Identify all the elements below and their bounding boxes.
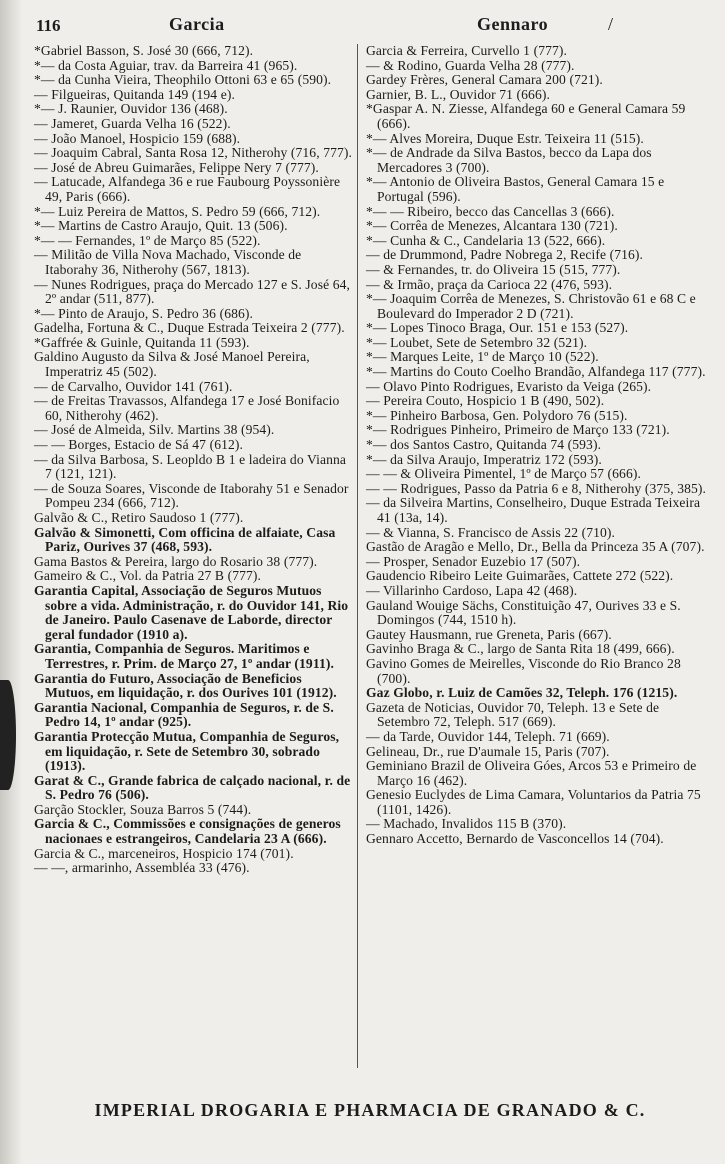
directory-entry: — Olavo Pinto Rodrigues, Evaristo da Veiga (265). <box>366 378 652 394</box>
directory-entry: — de Drummond, Padre Nobrega 2, Recife (716). <box>366 247 644 263</box>
directory-entry: Gama Bastos & Pereira, largo do Rosario 38 (777). <box>34 553 318 569</box>
directory-entry: — de Carvalho, Ouvidor 141 (761). <box>34 378 233 394</box>
directory-entry: — Jameret, Guarda Velha 16 (522). <box>34 115 231 131</box>
directory-entry: — Machado, Invalidos 115 B (370). <box>366 816 567 832</box>
directory-entry: *— Luiz Pereira de Mattos, S. Pedro 59 (666, 712). <box>34 203 321 219</box>
directory-entry: *— da Costa Aguiar, trav. da Barreira 41 (965). <box>34 57 298 73</box>
directory-entry: — Militão de Villa Nova Machado, Visconde de Itaborahy 36, Nitherohy (567, 1813). <box>34 247 302 277</box>
directory-entry: Gavinho Braga & C., largo de Santa Rita 18 (499, 666). <box>366 641 675 657</box>
directory-entry: — & Irmão, praça da Carioca 22 (476, 593). <box>366 276 613 292</box>
page-number: 116 <box>36 16 61 35</box>
directory-entry: — Latucade, Alfandega 36 e rue Faubourg Poyssonière 49, Paris (666). <box>34 174 341 204</box>
footer-advert: IMPERIAL DROGARIA E PHARMACIA DE GRANADO & C. <box>94 1100 646 1120</box>
directory-entry: Garantia Nacional, Companhia de Seguros, r. de S. Pedro 14, 1º andar (925). <box>34 699 334 730</box>
directory-entry: Gautey Hausmann, rue Greneta, Paris (667). <box>366 626 612 642</box>
directory-entry: — — Borges, Estacio de Sá 47 (612). <box>34 437 244 453</box>
directory-entry: *— Cunha & C., Candelaria 13 (522, 666). <box>366 232 606 248</box>
directory-entry: Gastão de Aragão e Mello, Dr., Bella da Princeza 35 A (707). <box>366 539 705 555</box>
directory-entry: — da Silva Barbosa, S. Leopldo B 1 e ladeira do Vianna 7 (121, 121). <box>34 451 347 482</box>
page-edge-shadow <box>0 0 22 1164</box>
directory-entry: Gameiro & C., Vol. da Patria 27 B (777). <box>34 568 262 584</box>
directory-entry: — & Fernandes, tr. do Oliveira 15 (515, 777). <box>366 261 621 277</box>
directory-entry: *— da Silva Araujo, Imperatriz 172 (593). <box>366 451 602 467</box>
directory-entry: Gaz Globo, r. Luiz de Camões 32, Teleph. 176 (1215). <box>366 685 678 701</box>
directory-entry: *— de Andrade da Silva Bastos, becco da Lapa dos Mercadores 3 (700). <box>366 145 652 175</box>
directory-entry: Garantia do Futuro, Associação de Beneficios Mutuos, em liquidação, r. dos Ourives 101 (1912). <box>34 670 337 701</box>
directory-entry: — — & Oliveira Pimentel, 1º de Março 57 (666). <box>366 466 641 482</box>
directory-entry: — José de Abreu Guimarães, Felippe Nery 7 (777). <box>34 159 319 175</box>
directory-entry: — — Rodrigues, Passo da Patria 6 e 8, Nitherohy (375, 385). <box>366 480 707 496</box>
directory-entry: *Gabriel Basson, S. José 30 (666, 712). <box>34 43 254 58</box>
directory-entry: Garcia & C., Commissões e consignações de generos nacionaes e estrangeiros, Candelaria 23 A (666). <box>34 816 341 847</box>
page-header <box>36 14 701 38</box>
directory-entry: *— Alves Moreira, Duque Estr. Teixeira 11 (515). <box>366 130 644 146</box>
directory-entry: *— J. Raunier, Ouvidor 136 (468). <box>34 101 228 117</box>
directory-entry: — José de Almeida, Silv. Martins 38 (954). <box>34 422 275 438</box>
directory-entry: — da Tarde, Ouvidor 144, Teleph. 71 (669). <box>366 728 610 744</box>
directory-entry: Gardey Frères, General Camara 200 (721). <box>366 72 603 88</box>
directory-entry: — João Manoel, Hospicio 159 (688). <box>34 130 241 146</box>
directory-entry: — Villarinho Cardoso, Lapa 42 (468). <box>366 582 578 598</box>
directory-entry: Galvão & C., Retiro Saudoso 1 (777). <box>34 510 244 525</box>
directory-entry: Geminiano Brazil de Oliveira Góes, Arcos 53 e Primeiro de Março 16 (462). <box>366 758 697 788</box>
binding-blot <box>0 680 16 790</box>
directory-entry: Galdino Augusto da Silva & José Manoel Pereira, Imperatriz 45 (502). <box>34 349 310 380</box>
directory-entry: Garcia & C., marceneiros, Hospicio 174 (701). <box>34 845 294 861</box>
directory-entry: *— Martins do Couto Coelho Brandão, Alfandega 117 (777). <box>366 364 706 380</box>
directory-entry: *— Pinto de Araujo, S. Pedro 36 (686). <box>34 305 254 321</box>
directory-entry: — Joaquim Cabral, Santa Rosa 12, Nitherohy (716, 777). <box>34 145 353 161</box>
header-left-title: Garcia <box>169 14 225 34</box>
directory-entry: — & Vianna, S. Francisco de Assis 22 (710). <box>366 524 616 540</box>
directory-entry: — Nunes Rodrigues, praça do Mercado 127 e S. José 64, 2º andar (511, 877). <box>34 276 351 307</box>
directory-entry: *— Pinheiro Barbosa, Gen. Polydoro 76 (515). <box>366 407 628 423</box>
directory-entry: *— Marques Leite, 1º de Março 10 (522). <box>366 349 599 365</box>
directory-entry: *— Rodrigues Pinheiro, Primeiro de Março 133 (721). <box>366 422 670 438</box>
directory-entry: *— Loubet, Sete de Setembro 32 (521). <box>366 334 588 350</box>
directory-entry: *— — Fernandes, 1º de Março 85 (522). <box>34 232 261 248</box>
directory-entry: *— Corrêa de Menezes, Alcantara 130 (721). <box>366 218 618 234</box>
directory-entry: — Filgueiras, Quitanda 149 (194 e). <box>34 86 235 102</box>
directory-entry: — da Silveira Martins, Conselheiro, Duque Estrada Teixeira 41 (13a, 14). <box>366 495 701 525</box>
directory-entry: Gennaro Accetto, Bernardo de Vasconcellos 14 (704). <box>366 831 664 847</box>
directory-entry: *— dos Santos Castro, Quitanda 74 (593). <box>366 437 602 453</box>
directory-entry: Garcia & Ferreira, Curvello 1 (777). <box>366 43 568 58</box>
directory-entry: Galvão & Simonetti, Com officina de alfaiate, Casa Pariz, Ourives 37 (468, 593). <box>34 524 336 555</box>
header-right-title: Gennaro <box>477 14 549 34</box>
directory-entry: Gavino Gomes de Meirelles, Visconde do Rio Branco 28 (700). <box>366 655 681 686</box>
directory-entry: *Gaffrée & Guinle, Quitanda 11 (593). <box>34 334 250 350</box>
directory-entry: — —, armarinho, Assembléa 33 (476). <box>34 860 250 876</box>
directory-entry: Gazeta de Noticias, Ouvidor 70, Teleph. 13 e Sete de Setembro 72, Teleph. 517 (669). <box>366 699 660 730</box>
directory-entry: Garantia Capital, Associação de Seguros Mutuos sobre a vida. Administração, r. do Ouvidor 141, Rio de Janeiro. Paulo Casenave de Laborde, director geral fundador (1910 a). <box>34 582 349 642</box>
directory-entry: *— da Cunha Vieira, Theophilo Ottoni 63 e 65 (590). <box>34 72 332 88</box>
directory-entry: *— Lopes Tinoco Braga, Our. 151 e 153 (527). <box>366 320 629 336</box>
left-column <box>34 44 352 876</box>
directory-entry: Garantia, Companhia de Seguros. Maritimos e Terrestres, r. Prim. de Março 27, 1º andar (1911). <box>34 641 334 671</box>
directory-entry: Gauland Wouige Sächs, Constituição 47, Ourives 33 e S. Domingos (744, 1510 h). <box>366 597 681 628</box>
right-column <box>366 44 712 847</box>
directory-entry: *— Martins de Castro Araujo, Quit. 13 (506). <box>34 218 288 234</box>
directory-entry: *— Antonio de Oliveira Bastos, General Camara 15 e Portugal (596). <box>366 174 665 204</box>
header-mark: / <box>608 14 614 34</box>
directory-entry: *— Joaquim Corrêa de Menezes, S. Christovão 61 e 68 C e Boulevard do Imperador 2 D (721). <box>366 291 696 321</box>
directory-entry: — Pereira Couto, Hospicio 1 B (490, 502). <box>366 393 605 409</box>
directory-entry: Garat & C., Grande fabrica de calçado nacional, r. de S. Pedro 76 (506). <box>34 772 351 803</box>
directory-entry: Garantia Protecção Mutua, Companhia de Seguros, em liquidação, r. Sete de Setembro 30, sobrado (1913). <box>34 728 340 774</box>
directory-entry: — & Rodino, Guarda Velha 28 (777). <box>366 57 575 73</box>
directory-entry: *— — Ribeiro, becco das Cancellas 3 (666). <box>366 203 615 219</box>
directory-entry: Gadelha, Fortuna & C., Duque Estrada Teixeira 2 (777). <box>34 320 345 336</box>
directory-entry: — de Souza Soares, Visconde de Itaborahy 51 e Senador Pompeu 234 (666, 712). <box>34 480 349 511</box>
directory-entry: Garção Stockler, Souza Barros 5 (744). <box>34 801 252 817</box>
directory-entry: Garnier, B. L., Ouvidor 71 (666). <box>366 86 550 102</box>
directory-entry: Genesio Euclydes de Lima Camara, Voluntarios da Patria 75 (1101, 1426). <box>366 787 701 817</box>
directory-entry: — Prosper, Senador Euzebio 17 (507). <box>366 553 581 569</box>
column-divider <box>357 44 358 1068</box>
directory-entry: Gaudencio Ribeiro Leite Guimarães, Cattete 272 (522). <box>366 568 674 584</box>
directory-entry: — de Freitas Travassos, Alfandega 17 e José Bonifacio 60, Nitherohy (462). <box>34 393 340 423</box>
directory-entry: Gelineau, Dr., rue D'aumale 15, Paris (707). <box>366 743 610 759</box>
directory-entry: *Gaspar A. N. Ziesse, Alfandega 60 e General Camara 59 (666). <box>366 101 686 131</box>
